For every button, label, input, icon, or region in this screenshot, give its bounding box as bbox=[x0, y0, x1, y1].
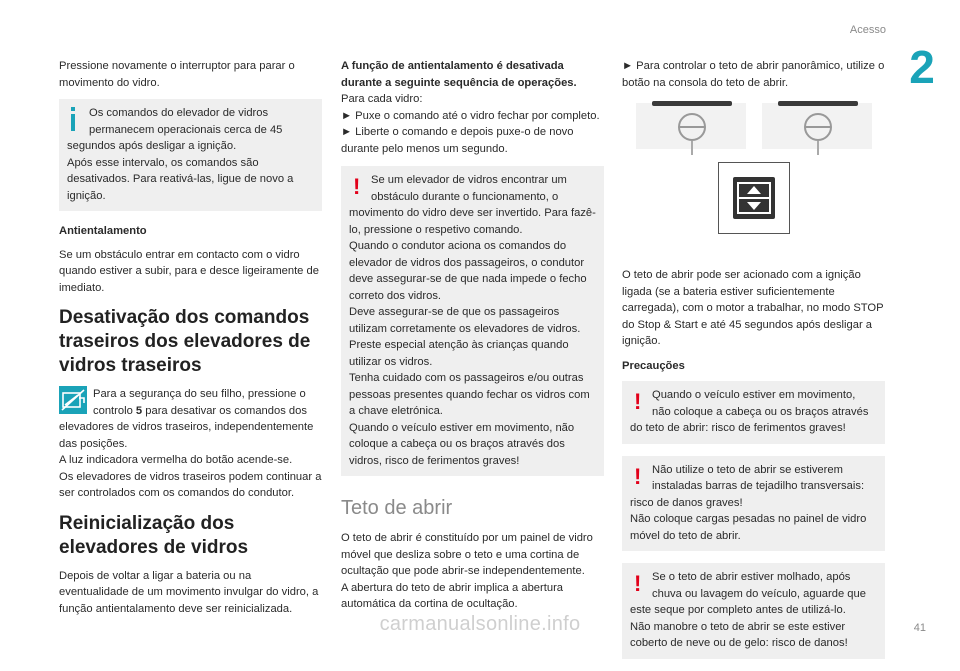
warning-box bbox=[622, 456, 885, 552]
column-2 bbox=[341, 58, 604, 613]
info-text-2: Após esse intervalo, os comandos são desativados. Para reativá-las, ligue de novo a ignição. bbox=[67, 156, 294, 202]
desat-text-3: Os elevadores de vidros traseiros podem continuar a ser controlados com os comandos do condutor. bbox=[59, 470, 322, 499]
column-1 bbox=[59, 58, 322, 625]
page-number: 41 bbox=[913, 622, 926, 634]
warning-text: Se o teto de abrir estiver molhado, após chuva ou lavagem do veículo, aguarde que este seque por completo antes de utilizá-lo. bbox=[630, 571, 866, 616]
desat-text-2: A luz indicadora vermelha do botão acende-se. bbox=[59, 454, 293, 466]
info-box bbox=[59, 99, 322, 211]
chapter-number: 2 bbox=[909, 41, 935, 93]
desat-text-c: para desativar os comandos dos elevadores de vidros traseiros, independentemente das posições. bbox=[59, 404, 314, 450]
column-3 bbox=[622, 58, 885, 671]
warning-text: Deve assegurar-se de que os passageiros utilizam corretamente os elevadores de vidros. bbox=[349, 306, 581, 335]
warning-icon: ! bbox=[634, 571, 642, 596]
warning-text: Quando o veículo estiver em movimento, não coloque a cabeça ou os braços através do teto de abrir: risco de ferimentos graves! bbox=[630, 389, 869, 434]
desat-text-a: Para a segurança do seu filho, pressione o controlo bbox=[93, 388, 306, 417]
steering-wheel-icon bbox=[622, 99, 885, 159]
paragraph: O teto de abrir é constituído por um painel de vidro móvel que desliza sobre o teto e uma cortina de ocultação que pode abrir-se independentemente. bbox=[341, 532, 593, 577]
heading-antientalamento: Antientalamento bbox=[59, 225, 147, 237]
sunroof-console-illustration bbox=[622, 99, 885, 259]
info-icon bbox=[67, 105, 89, 135]
heading-reinicializacao: Reinicialização dos elevadores de vidros bbox=[59, 512, 249, 558]
warning-text: Tenha cuidado com os passageiros e/ou outras pessoas presentes quando fechar os vidros com a chave eletrónica. bbox=[349, 372, 590, 417]
warning-text: Quando o condutor aciona os comandos do elevador de vidros dos passageiros, o condutor deve assegurar-se de que nada impede o fecho correto dos vidros. bbox=[349, 240, 587, 302]
sunroof-button-icon bbox=[718, 162, 790, 234]
watermark: carmanualsonline.info bbox=[379, 613, 581, 635]
warning-text: Não utilize o teto de abrir se estiverem instaladas barras de tejadilho transversais: risco de danos graves! bbox=[630, 463, 865, 509]
heading-desativacao: Desativação dos comandos traseiros dos elevadores de vidros traseiros bbox=[59, 307, 311, 376]
paragraph: Depois de voltar a ligar a bateria ou na eventualidade de um movimento invulgar do vidro, a função antientalamento deve ser reinicializada. bbox=[59, 569, 319, 615]
warning-text: Preste especial atenção às crianças quando utilizar os vidros. bbox=[349, 339, 569, 368]
info-text-1: Os comandos do elevador de vidros permanecem operacionais cerca de 45 segundos após desligar a ignição. bbox=[67, 107, 283, 152]
paragraph: A abertura do teto de abrir implica a abertura automática da cortina de ocultação. bbox=[341, 581, 564, 610]
paragraph: Se um obstáculo entrar em contacto com o vidro quando estiver a subir, para e desce ligeiramente de imediato. bbox=[59, 248, 319, 294]
paragraph: O teto de abrir pode ser acionado com a ignição ligada (se a bateria estiver suficientemente carregada), com o motor a trabalhar, no modo STOP do Stop & Start e até 45 segundos após desligar a ignição. bbox=[622, 269, 884, 347]
warning-text: Quando o veículo estiver em movimento, não coloque a cabeça ou os braços através dos vidros, risco de ferimentos graves! bbox=[349, 421, 575, 467]
warning-box bbox=[341, 166, 604, 476]
warning-text: Se um elevador de vidros encontrar um obstáculo durante o funcionamento, o movimento do vidro deve ser invertido. Para fazê-lo, pressione o respetivo comando. bbox=[349, 174, 596, 236]
step-2: ► Liberte o comando e depois puxe-o de novo durante pelo menos um segundo. bbox=[341, 126, 574, 155]
line: Para cada vidro: bbox=[341, 93, 423, 105]
warning-box bbox=[622, 381, 885, 444]
warning-icon: ! bbox=[634, 389, 642, 414]
heading-teto-de-abrir: Teto de abrir bbox=[341, 497, 453, 519]
control-number: 5 bbox=[135, 404, 143, 417]
paragraph: Pressione novamente o interruptor para parar o movimento do vidro. bbox=[59, 60, 295, 89]
warning-box bbox=[622, 563, 885, 659]
bold-note: A função de antientalamento é desativada durante a seguinte sequência de operações. bbox=[341, 60, 577, 89]
child-lock-icon bbox=[59, 386, 87, 414]
warning-text: Não coloque cargas pesadas no painel de vidro móvel do teto de abrir. bbox=[630, 513, 867, 542]
warning-icon: ! bbox=[353, 174, 361, 199]
warning-icon: ! bbox=[634, 463, 642, 489]
warning-text: Não manobre o teto de abrir se este estiver coberto de neve ou de gelo: risco de danos! bbox=[630, 620, 848, 649]
section-title: Acesso bbox=[849, 24, 886, 36]
paragraph: ► Para controlar o teto de abrir panorâmico, utilize o botão na consola do teto de abrir. bbox=[622, 60, 885, 89]
step-1: ► Puxe o comando até o vidro fechar por completo. bbox=[341, 109, 600, 122]
heading-precaucoes: Precauções bbox=[622, 359, 685, 372]
